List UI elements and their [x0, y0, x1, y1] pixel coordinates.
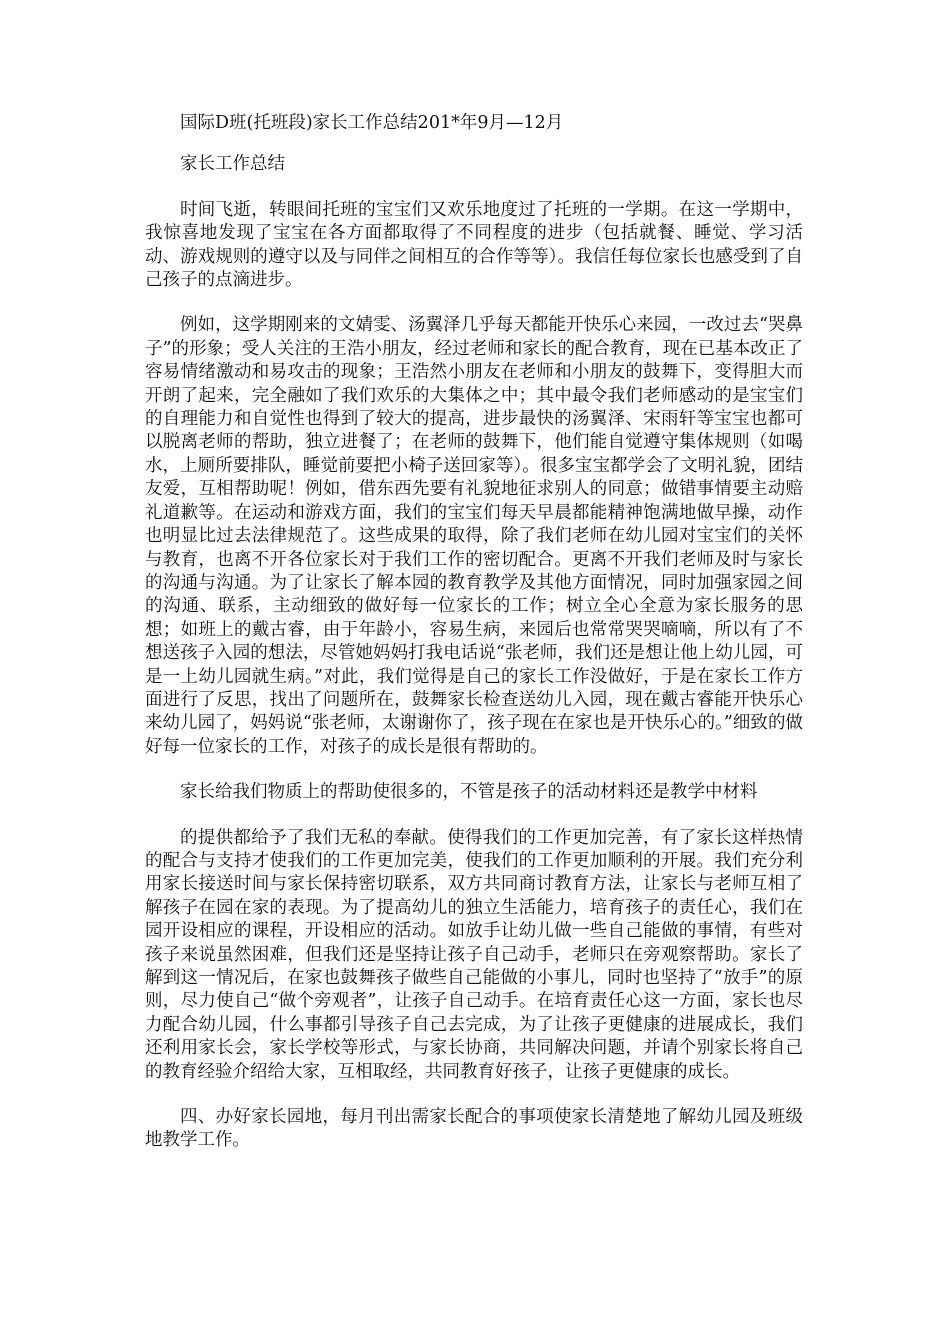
- paragraph-intro: 时间飞逝，转眼间托班的宝宝们又欢乐地度过了托班的一学期。在这一学期中，我惊喜地发现了宝宝在各方面都取得了不同程度的进步（包括就餐、睡觉、学习活动、游戏规则的遵守以及与同伴之间相互的合作等等）。我信任每位家长也感受到了自己孩子的点滴进步。: [145, 199, 803, 291]
- paragraph-parent-garden: 四、办好家长园地，每月刊出需家长配合的事项使家长清楚地了解幼儿园及班级地教学工作。: [145, 1107, 803, 1151]
- paragraph-material-support: 家长给我们物质上的帮助使很多的，不管是孩子的活动材料还是教学中材料: [180, 782, 758, 803]
- paragraph-cooperation: 的提供都给予了我们无私的奉献。使得我们的工作更加完善，有了家长这样热情的配合与支持才使我们的工作更加完美，使我们的工作更加顺利的开展。我们充分利用家长接送时间与家长保持密切联系，双方共同商讨教育方法，让家长与老师互相了解孩子在园在家的表现。为了提高幼儿的独立生活能力，培育孩子的责任心，我们在园开设相应的课程，开设相应的活动。如放手让幼儿做一些自己能做的事情，有些对孩子来说虽然困难，但我们还是坚持让孩子自己动手，老师只在旁观察帮助。家长了解到这一情况后，在家也鼓舞孩子做些自己能做的小事儿，同时也坚持了“放手”的原则，尽力使自己“做个旁观者”，让孩子自己动手。在培育责任心这一方面，家长也尽力配合幼儿园，什么事都引导孩子自己去完成，为了让孩子更健康的进展成长，我们还利用家长会，家长学校等形式，与家长协商，共同解决问题，并请个别家长将自己的教育经验介绍给大家，互相取经，共同教育好孩子，让孩子更健康的成长。: [145, 827, 803, 1082]
- paragraph-examples: 例如，这学期刚来的文婧雯、汤翼泽几乎每天都能开快乐心来园，一改过去“哭鼻子”的形象；受人关注的王浩小朋友，经过老师和家长的配合教育，现在已基本改正了容易情绪激动和易攻击的现象；王浩然小朋友在老师和小朋友的鼓舞下，变得胆大而开朗了起来，完全融如了我们欢乐的大集体之中；其中最令我们老师感动的是宝宝们的自理能力和自觉性也得到了较大的提高，进步最快的汤翼泽、宋雨轩等宝宝也都可以脱离老师的帮助，独立进餐了；在老师的鼓舞下，他们能自觉遵守集体规则（如喝水，上厕所要排队，睡觉前要把小椅子送回家等）。很多宝宝都学会了文明礼貌，团结友爱，互相帮助呢！例如，借东西先要有礼貌地征求别人的同意；做错事情要主动赔礼道歉等。在运动和游戏方面，我们的宝宝们每天早晨都能精神饱满地做早操，动作也明显比过去法律规范了。这些成果的取得，除了我们老师在幼儿园对宝宝们的关怀与教育，也离不开各位家长对于我们工作的密切配合。更离不开我们老师及时与家长的沟通与沟通。为了让家长了解本园的教育教学及其他方面情况，同时加强家园之间的沟通、联系，主动细致的做好每一位家长的工作；树立全心全意为家长服务的思想；如班上的戴古睿，由于年龄小，容易生病，来园后也常常哭哭嘀嘀，所以有了不想送孩子入园的想法，尽管她妈妈打我电话说“张老师，我们还是想让他上幼儿园，可是一上幼儿园就生病。”对此，我们觉得是自己的家长工作没做好，于是在家长工作方面进行了反思，找出了问题所在，鼓舞家长检查送幼儿入园，现在戴古睿能开快乐心来幼儿园了，妈妈说“张老师，太谢谢你了，孩子现在在家也是开快乐心的。”细致的做好每一位家长的工作，对孩子的成长是很有帮助的。: [145, 315, 803, 757]
- document-subtitle: 家长工作总结: [180, 154, 285, 175]
- document-title: 国际D班(托班段)家长工作总结201*年9月—12月: [180, 113, 564, 133]
- document-body: [145, 112, 803, 1175]
